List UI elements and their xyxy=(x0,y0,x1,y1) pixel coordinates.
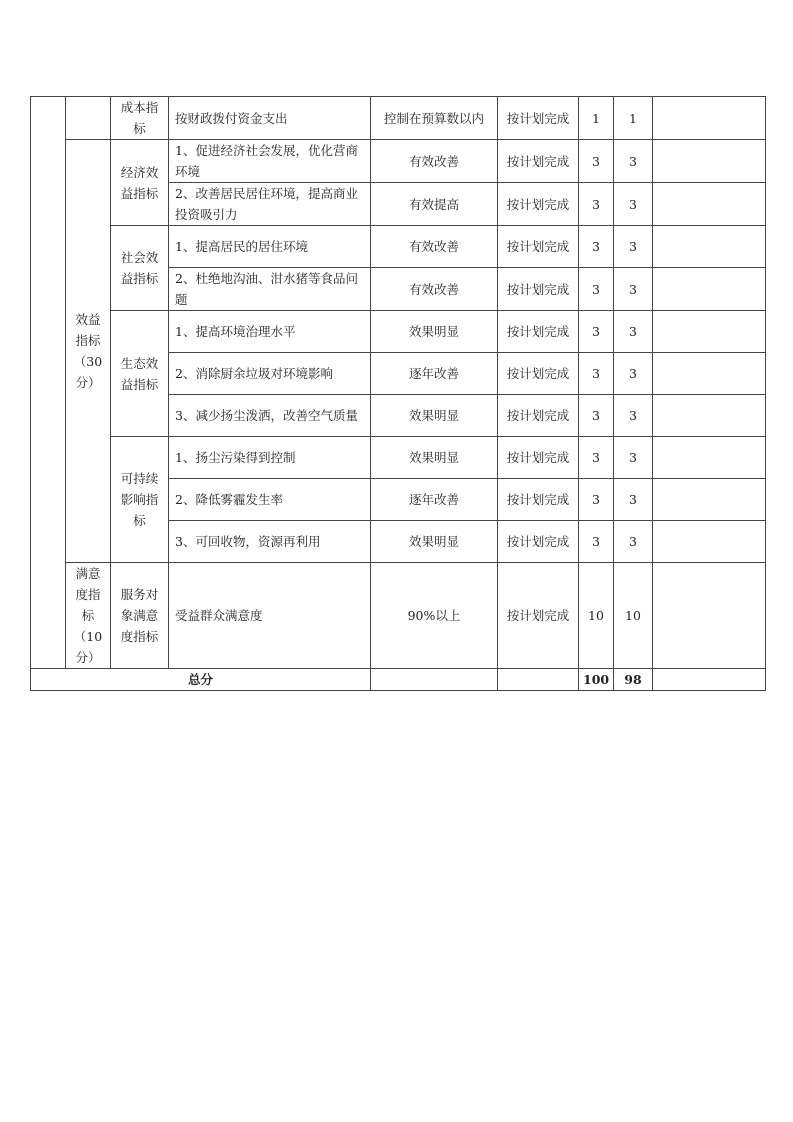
target-cell: 有效改善 xyxy=(371,226,498,268)
total-label: 总分 xyxy=(31,669,371,691)
target-cell: 90%以上 xyxy=(371,563,498,669)
total-remark-cell xyxy=(653,669,766,691)
remark-cell xyxy=(653,97,766,140)
target-cell: 逐年改善 xyxy=(371,353,498,395)
completion-cell: 按计划完成 xyxy=(498,353,579,395)
indicator-cell: 按财政拨付资金支出 xyxy=(169,97,371,140)
remark-cell xyxy=(653,311,766,353)
completion-cell: 按计划完成 xyxy=(498,140,579,183)
weight-cell: 3 xyxy=(579,268,614,311)
total-score: 98 xyxy=(614,669,653,691)
remark-cell xyxy=(653,479,766,521)
remark-cell xyxy=(653,226,766,268)
remark-cell xyxy=(653,521,766,563)
level2-cell: 效益指标（30分） xyxy=(66,140,111,563)
score-cell: 3 xyxy=(614,311,653,353)
level1-cell xyxy=(31,97,66,669)
remark-cell xyxy=(653,183,766,226)
table-row xyxy=(31,563,766,669)
completion-cell: 按计划完成 xyxy=(498,563,579,669)
weight-cell: 3 xyxy=(579,183,614,226)
completion-cell: 按计划完成 xyxy=(498,479,579,521)
remark-cell xyxy=(653,563,766,669)
weight-cell: 1 xyxy=(579,97,614,140)
remark-cell xyxy=(653,437,766,479)
total-target-cell xyxy=(371,669,498,691)
table-row xyxy=(31,226,766,268)
indicator-cell: 1、扬尘污染得到控制 xyxy=(169,437,371,479)
weight-cell: 3 xyxy=(579,226,614,268)
score-cell: 3 xyxy=(614,226,653,268)
completion-cell: 按计划完成 xyxy=(498,97,579,140)
indicator-cell: 2、杜绝地沟油、泔水猪等食品问题 xyxy=(169,268,371,311)
completion-cell: 按计划完成 xyxy=(498,437,579,479)
remark-cell xyxy=(653,268,766,311)
indicator-cell: 3、可回收物，资源再利用 xyxy=(169,521,371,563)
weight-cell: 3 xyxy=(579,437,614,479)
indicator-cell: 3、减少扬尘泼洒，改善空气质量 xyxy=(169,395,371,437)
target-cell: 有效改善 xyxy=(371,140,498,183)
score-cell: 10 xyxy=(614,563,653,669)
score-cell: 3 xyxy=(614,521,653,563)
level3-cell: 成本指标 xyxy=(111,97,169,140)
performance-table xyxy=(30,96,766,691)
level3-cell: 社会效益指标 xyxy=(111,226,169,311)
total-row xyxy=(31,669,766,691)
weight-cell: 3 xyxy=(579,353,614,395)
indicator-cell: 1、提高居民的居住环境 xyxy=(169,226,371,268)
target-cell: 效果明显 xyxy=(371,311,498,353)
score-cell: 3 xyxy=(614,183,653,226)
indicator-cell: 受益群众满意度 xyxy=(169,563,371,669)
level2-cell xyxy=(66,97,111,140)
target-cell: 有效提高 xyxy=(371,183,498,226)
score-cell: 3 xyxy=(614,437,653,479)
target-cell: 有效改善 xyxy=(371,268,498,311)
weight-cell: 3 xyxy=(579,311,614,353)
score-cell: 3 xyxy=(614,353,653,395)
remark-cell xyxy=(653,353,766,395)
score-cell: 3 xyxy=(614,395,653,437)
score-cell: 3 xyxy=(614,140,653,183)
remark-cell xyxy=(653,140,766,183)
indicator-cell: 2、消除厨余垃圾对环境影响 xyxy=(169,353,371,395)
table-row xyxy=(31,437,766,479)
indicator-cell: 1、提高环境治理水平 xyxy=(169,311,371,353)
table-row xyxy=(31,140,766,183)
score-cell: 3 xyxy=(614,479,653,521)
indicator-cell: 2、降低雾霾发生率 xyxy=(169,479,371,521)
target-cell: 控制在预算数以内 xyxy=(371,97,498,140)
level3-cell: 可持续影响指标 xyxy=(111,437,169,563)
level3-cell: 经济效益指标 xyxy=(111,140,169,226)
weight-cell: 3 xyxy=(579,521,614,563)
level3-cell: 服务对象满意度指标 xyxy=(111,563,169,669)
table-row xyxy=(31,311,766,353)
target-cell: 效果明显 xyxy=(371,437,498,479)
completion-cell: 按计划完成 xyxy=(498,521,579,563)
score-cell: 3 xyxy=(614,268,653,311)
target-cell: 逐年改善 xyxy=(371,479,498,521)
target-cell: 效果明显 xyxy=(371,395,498,437)
remark-cell xyxy=(653,395,766,437)
completion-cell: 按计划完成 xyxy=(498,226,579,268)
indicator-cell: 2、改善居民居住环境，提高商业投资吸引力 xyxy=(169,183,371,226)
level3-cell: 生态效益指标 xyxy=(111,311,169,437)
score-cell: 1 xyxy=(614,97,653,140)
completion-cell: 按计划完成 xyxy=(498,268,579,311)
completion-cell: 按计划完成 xyxy=(498,395,579,437)
target-cell: 效果明显 xyxy=(371,521,498,563)
completion-cell: 按计划完成 xyxy=(498,183,579,226)
weight-cell: 3 xyxy=(579,140,614,183)
weight-cell: 3 xyxy=(579,479,614,521)
completion-cell: 按计划完成 xyxy=(498,311,579,353)
indicator-cell: 1、促进经济社会发展，优化营商环境 xyxy=(169,140,371,183)
table-row xyxy=(31,97,766,140)
weight-cell: 10 xyxy=(579,563,614,669)
total-completion-cell xyxy=(498,669,579,691)
level2-cell: 满意度指标（10分） xyxy=(66,563,111,669)
total-weight: 100 xyxy=(579,669,614,691)
weight-cell: 3 xyxy=(579,395,614,437)
